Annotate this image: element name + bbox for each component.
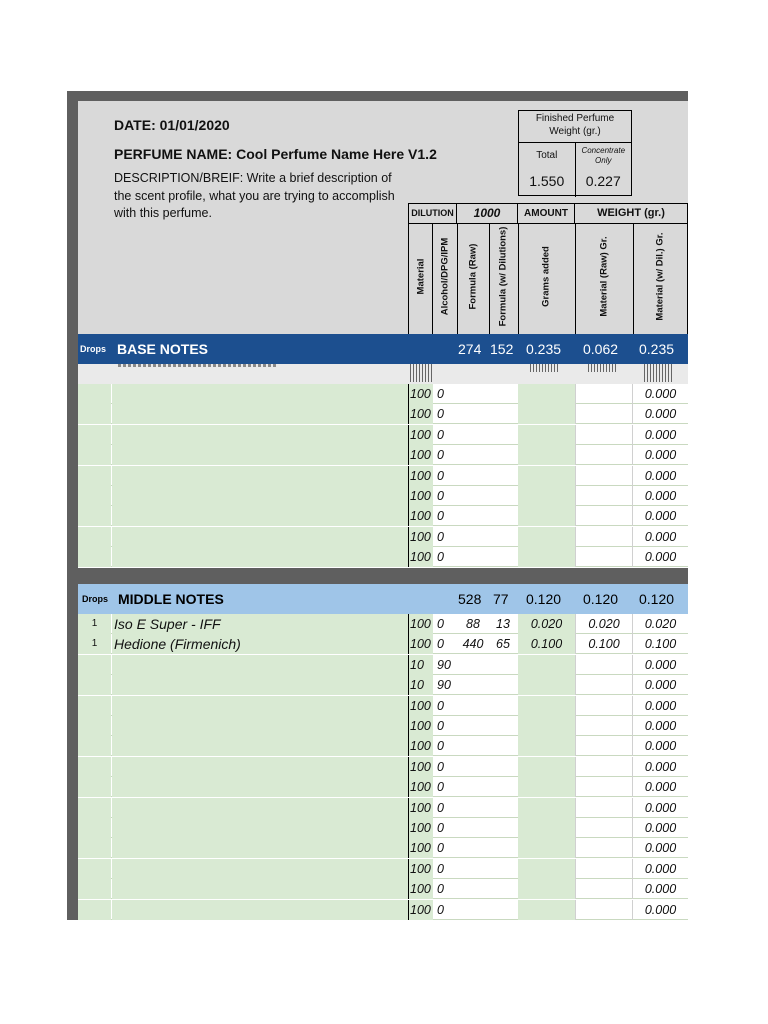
formula-dil-cell[interactable] (488, 736, 518, 756)
garbled-text (410, 364, 432, 382)
dilution-header: DILUTION (409, 204, 457, 223)
material-name-cell[interactable] (112, 506, 408, 526)
alcohol-cell[interactable]: 0 (437, 759, 444, 774)
alcohol-cell[interactable]: 0 (437, 468, 444, 483)
material-raw-gr-cell[interactable] (575, 466, 632, 486)
weight-header: WEIGHT (gr.) (597, 207, 665, 219)
material-raw-gr-cell[interactable] (575, 425, 632, 445)
material-name-cell[interactable] (112, 716, 408, 736)
material-name-cell[interactable] (112, 675, 408, 695)
sheet-top-border (67, 91, 688, 101)
formula-dil-cell[interactable] (488, 696, 518, 716)
formula-raw-cell[interactable] (458, 757, 488, 777)
material-dil-gr-cell[interactable]: 0.000 (632, 404, 688, 424)
table-row[interactable] (78, 879, 688, 899)
grams-added-cell[interactable] (518, 675, 575, 695)
material-raw-gr-cell[interactable] (575, 736, 632, 756)
alcohol-cell[interactable]: 0 (437, 448, 444, 463)
grams-added-cell[interactable] (518, 466, 575, 486)
material-raw-gr-cell[interactable] (575, 655, 632, 675)
material-dil-gr-cell[interactable]: 0.000 (632, 838, 688, 858)
table-row[interactable] (78, 634, 688, 654)
drops-cell[interactable]: 1 (78, 614, 111, 634)
dilution-cell[interactable]: 100 (408, 425, 433, 445)
formula-raw-cell[interactable] (458, 696, 488, 716)
garbled-text (118, 364, 278, 367)
collapsed-row-strip (78, 364, 688, 384)
material-raw-gr-cell[interactable] (575, 838, 632, 858)
formula-dil-cell[interactable] (488, 859, 518, 879)
garbled-text (644, 364, 674, 382)
material-dil-gr-cell[interactable]: 0.000 (632, 425, 688, 445)
dilution-cell[interactable]: 100 (408, 859, 433, 879)
material-dil-gr-cell[interactable]: 0.000 (632, 818, 688, 838)
material-dil-gr-cell[interactable]: 0.000 (632, 506, 688, 526)
finished-weight-title: Finished Perfume Weight (gr.) (519, 111, 631, 143)
base-total-raw-gr: 0.062 (583, 341, 619, 357)
drops-cell[interactable] (78, 384, 111, 404)
alcohol-cell[interactable]: 0 (437, 719, 444, 733)
material-name-cell[interactable] (112, 818, 408, 838)
material-name-cell[interactable] (112, 445, 408, 465)
drops-cell[interactable] (78, 736, 111, 756)
formula-dil-cell[interactable] (488, 879, 518, 899)
formula-raw-cell[interactable] (458, 798, 488, 818)
formula-raw-cell[interactable] (458, 716, 488, 736)
formula-raw-cell[interactable] (458, 818, 488, 838)
drops-cell[interactable] (78, 445, 111, 465)
alcohol-cell[interactable]: 90 (437, 657, 451, 672)
middle-notes-title: MIDDLE NOTES (118, 591, 224, 607)
material-dil-gr-cell[interactable]: 0.000 (632, 736, 688, 756)
drops-cell[interactable] (78, 859, 111, 879)
divider (489, 224, 490, 334)
formula-raw-cell[interactable] (458, 655, 488, 675)
material-raw-gr-cell[interactable] (575, 527, 632, 547)
description: DESCRIPTION/BREIF: Write a brief description of the scent profile, what you are trying to accomplish with this perfume. (114, 171, 395, 220)
drops-cell[interactable] (78, 716, 111, 736)
alcohol-cell[interactable]: 0 (437, 698, 444, 713)
material-name-cell[interactable] (112, 547, 408, 567)
material-dil-gr-cell[interactable]: 0.000 (632, 547, 688, 567)
formula-dil-cell[interactable]: 13 (496, 617, 510, 631)
table-row[interactable] (78, 757, 688, 777)
table-row[interactable] (78, 675, 688, 695)
drops-cell[interactable] (78, 547, 111, 567)
alcohol-cell[interactable]: 0 (437, 841, 444, 856)
formula-dil-header: Formula (w/ Dilutions) (497, 226, 509, 327)
dilution-cell[interactable]: 100 (408, 506, 433, 526)
perfume-name: PERFUME NAME: Cool Perfume Name Here V1.2 (114, 146, 437, 162)
formula-raw-cell[interactable] (458, 486, 488, 506)
table-row[interactable] (78, 486, 688, 506)
alcohol-cell[interactable]: 0 (437, 780, 444, 795)
middle-drops-label: Drops (82, 594, 109, 604)
drops-cell[interactable]: 1 (78, 634, 111, 654)
dilution-cell[interactable]: 100 (408, 404, 433, 424)
table-row[interactable] (78, 777, 688, 797)
formula-dil-cell[interactable]: 65 (496, 637, 510, 652)
base-total-formula-raw: 274 (458, 341, 482, 357)
total-label: Total (536, 150, 558, 161)
alcohol-cell[interactable]: 0 (437, 882, 444, 897)
formula-dil-cell[interactable] (488, 675, 518, 695)
formula-dil-cell[interactable] (488, 547, 518, 567)
grams-added-cell[interactable] (518, 818, 575, 838)
alcohol-cell[interactable]: 0 (437, 861, 444, 876)
material-name-cell[interactable] (112, 798, 408, 818)
grams-added-cell[interactable] (518, 757, 575, 777)
formula-dil-cell[interactable] (488, 900, 518, 920)
formula-raw-cell[interactable] (458, 547, 488, 567)
alcohol-cell[interactable]: 0 (437, 509, 444, 524)
table-row[interactable] (78, 506, 688, 526)
base-total-formula-dil: 152 (490, 341, 514, 357)
garbled-text (530, 364, 560, 372)
alcohol-cell[interactable]: 0 (437, 550, 444, 565)
formula-raw-cell[interactable] (458, 506, 488, 526)
total-value: 1.550 (529, 173, 565, 189)
base-notes-title: BASE NOTES (117, 341, 209, 357)
drops-cell[interactable] (78, 900, 111, 920)
dilution-cell[interactable]: 100 (408, 736, 433, 756)
material-name-cell[interactable]: Iso E Super - IFF (112, 614, 408, 634)
grams-added-cell[interactable] (518, 777, 575, 797)
formula-raw-cell[interactable] (458, 466, 488, 486)
alcohol-cell[interactable]: 0 (437, 407, 444, 422)
middle-total-formula-raw: 528 (458, 591, 482, 607)
formula-dil-cell[interactable] (488, 798, 518, 818)
table-row[interactable] (78, 736, 688, 756)
base-drops-label: Drops (80, 344, 107, 354)
alcohol-cell[interactable]: 90 (437, 678, 451, 693)
formula-dil-cell[interactable] (488, 466, 518, 486)
formula-raw-cell[interactable] (458, 900, 488, 920)
material-dil-gr-cell[interactable]: 0.000 (632, 466, 688, 486)
garbled-text (588, 364, 618, 372)
section-separator (67, 568, 688, 584)
alcohol-cell[interactable]: 0 (437, 821, 444, 835)
amount-header: AMOUNT (518, 204, 575, 223)
formula-dil-cell[interactable] (488, 716, 518, 736)
material-name-cell[interactable] (112, 425, 408, 445)
table-row[interactable] (78, 527, 688, 547)
dilution-cell[interactable]: 100 (408, 634, 433, 654)
grams-added-cell[interactable] (518, 384, 575, 404)
material-name-cell[interactable] (112, 757, 408, 777)
grams-added-cell[interactable]: 0.020 (518, 614, 575, 634)
drops-cell[interactable] (78, 757, 111, 777)
table-row[interactable] (78, 614, 688, 634)
base-total-dil-gr: 0.235 (639, 341, 675, 357)
table-row[interactable] (78, 404, 688, 424)
drops-cell[interactable] (78, 466, 111, 486)
formula-dil-cell[interactable] (488, 486, 518, 506)
material-raw-gr-cell[interactable] (575, 404, 632, 424)
dilution-cell[interactable]: 100 (408, 818, 433, 838)
material-dil-gr-cell[interactable]: 0.000 (632, 798, 688, 818)
base-notes-bar (78, 334, 688, 364)
material-raw-gr-cell[interactable] (575, 506, 632, 526)
formula-raw-cell[interactable]: 88 (466, 617, 480, 631)
concentrate-value: 0.227 (585, 173, 621, 189)
grams-added-cell[interactable] (518, 798, 575, 818)
formula-dil-cell[interactable] (488, 527, 518, 547)
alcohol-cell[interactable]: 0 (437, 800, 444, 815)
alcohol-cell[interactable]: 0 (437, 489, 444, 503)
dilution-cell[interactable]: 100 (408, 716, 433, 736)
table-row[interactable] (78, 425, 688, 445)
material-header: Material (415, 258, 427, 295)
material-dil-gr-cell[interactable]: 0.100 (632, 634, 688, 654)
dilution-cell[interactable]: 100 (408, 879, 433, 899)
material-raw-gr-cell[interactable] (575, 696, 632, 716)
table-row[interactable] (78, 900, 688, 920)
material-name-cell[interactable] (112, 384, 408, 404)
alcohol-cell[interactable]: 0 (437, 739, 444, 754)
dilution-cell[interactable]: 100 (408, 900, 433, 920)
formula-raw-cell[interactable] (458, 425, 488, 445)
alcohol-cell[interactable]: 0 (437, 617, 444, 631)
dilution-cell[interactable]: 100 (408, 838, 433, 858)
material-raw-gr-cell[interactable] (575, 757, 632, 777)
formula-dil-cell[interactable] (488, 404, 518, 424)
middle-total-dil-gr: 0.120 (639, 591, 675, 607)
formula-raw-cell[interactable] (458, 879, 488, 899)
dilution-cell[interactable]: 10 (408, 655, 433, 675)
drops-cell[interactable] (78, 404, 111, 424)
table-row[interactable] (78, 838, 688, 858)
material-raw-gr-cell[interactable] (575, 859, 632, 879)
drops-cell[interactable] (78, 818, 111, 838)
material-raw-gr-cell[interactable] (575, 716, 632, 736)
table-row[interactable] (78, 384, 688, 404)
grams-added-cell[interactable] (518, 506, 575, 526)
formula-raw-header: Formula (Raw) (467, 243, 479, 310)
material-dil-gr-cell[interactable]: 0.020 (632, 614, 688, 634)
grams-added-header: Grams added (540, 246, 552, 307)
grams-added-cell[interactable] (518, 696, 575, 716)
drops-cell[interactable] (78, 655, 111, 675)
formula-dil-cell[interactable] (488, 757, 518, 777)
material-name-cell[interactable] (112, 527, 408, 547)
total-column (519, 143, 576, 197)
middle-total-raw-gr: 0.120 (583, 591, 619, 607)
drops-cell[interactable] (78, 696, 111, 716)
base-total-grams: 0.235 (526, 341, 562, 357)
drops-cell[interactable] (78, 486, 111, 506)
table-row[interactable] (78, 655, 688, 675)
drops-cell[interactable] (78, 838, 111, 858)
vertical-headers (408, 224, 688, 334)
material-name-cell[interactable] (112, 486, 408, 506)
grams-added-cell[interactable]: 0.100 (518, 634, 575, 654)
material-dil-gr-cell[interactable]: 0.000 (632, 716, 688, 736)
material-dil-gr-cell[interactable]: 0.000 (632, 527, 688, 547)
formula-dil-cell[interactable] (488, 818, 518, 838)
grams-added-cell[interactable] (518, 425, 575, 445)
grams-added-cell[interactable] (518, 445, 575, 465)
middle-notes-bar (78, 584, 688, 614)
material-dil-gr-cell[interactable]: 0.000 (632, 900, 688, 920)
alcohol-cell[interactable]: 0 (437, 529, 444, 544)
drops-cell[interactable] (78, 777, 111, 797)
dilution-cell[interactable]: 100 (408, 547, 433, 567)
table-row[interactable] (78, 798, 688, 818)
material-dil-gr-cell[interactable]: 0.000 (632, 445, 688, 465)
table-row[interactable] (78, 466, 688, 486)
dilution-cell[interactable]: 10 (408, 675, 433, 695)
divider (575, 224, 576, 334)
alcohol-cell[interactable]: 0 (437, 637, 444, 652)
middle-total-formula-dil: 77 (493, 591, 509, 607)
divider (432, 224, 433, 334)
material-raw-gr-cell[interactable] (575, 547, 632, 567)
divider (518, 224, 519, 334)
material-raw-gr-cell[interactable]: 0.020 (575, 614, 632, 634)
material-dil-gr-cell[interactable]: 0.000 (632, 384, 688, 404)
formula-raw-cell[interactable] (458, 859, 488, 879)
table-row[interactable] (78, 445, 688, 465)
grams-added-cell[interactable] (518, 404, 575, 424)
formula-raw-cell[interactable] (458, 404, 488, 424)
drops-cell[interactable] (78, 675, 111, 695)
material-dil-gr-header: Material (w/ Dil.) Gr. (654, 232, 666, 321)
formula-raw-cell[interactable] (458, 675, 488, 695)
material-raw-gr-header: Material (Raw) Gr. (598, 236, 610, 317)
alcohol-header: Alcohol/DPG/IPM (439, 237, 451, 316)
alcohol-cell[interactable]: 0 (437, 427, 444, 442)
formula-raw-cell[interactable] (458, 527, 488, 547)
material-raw-gr-cell[interactable] (575, 486, 632, 506)
material-name-cell[interactable] (112, 777, 408, 797)
material-dil-gr-cell[interactable]: 0.000 (632, 696, 688, 716)
material-dil-gr-cell[interactable]: 0.000 (632, 655, 688, 675)
material-name-cell[interactable] (112, 900, 408, 920)
table-row[interactable] (78, 859, 688, 879)
divider (633, 224, 634, 334)
dilution-cell[interactable]: 100 (408, 486, 433, 506)
grams-added-cell[interactable] (518, 736, 575, 756)
grams-added-cell[interactable] (518, 486, 575, 506)
concentrate-column (576, 143, 632, 197)
material-dil-gr-cell[interactable]: 0.000 (632, 675, 688, 695)
material-raw-gr-cell[interactable] (575, 675, 632, 695)
grams-added-cell[interactable] (518, 527, 575, 547)
grams-added-cell[interactable] (518, 879, 575, 899)
finished-weight-box (518, 110, 632, 196)
dilution-cell[interactable]: 100 (408, 777, 433, 797)
material-name-cell[interactable] (112, 404, 408, 424)
formula-raw-cell[interactable]: 440 (462, 637, 484, 652)
dilution-cell[interactable]: 100 (408, 445, 433, 465)
grams-added-cell[interactable] (518, 900, 575, 920)
formula-raw-cell[interactable] (458, 384, 488, 404)
material-dil-gr-cell[interactable]: 0.000 (632, 486, 688, 506)
material-name-cell[interactable] (112, 838, 408, 858)
material-dil-gr-cell[interactable]: 0.000 (632, 879, 688, 899)
material-raw-gr-cell[interactable]: 0.100 (575, 634, 632, 654)
material-name-cell[interactable] (112, 655, 408, 675)
material-name-cell[interactable] (112, 696, 408, 716)
material-dil-gr-cell[interactable]: 0.000 (632, 757, 688, 777)
material-name-cell[interactable] (112, 736, 408, 756)
table-row[interactable] (78, 716, 688, 736)
dilution-cell[interactable]: 100 (408, 757, 433, 777)
formula-dil-cell[interactable] (488, 506, 518, 526)
formula-dil-cell[interactable] (488, 777, 518, 797)
material-raw-gr-cell[interactable] (575, 777, 632, 797)
grams-added-cell[interactable] (518, 838, 575, 858)
formula-raw-cell[interactable] (458, 445, 488, 465)
material-raw-gr-cell[interactable] (575, 818, 632, 838)
dilution-cell[interactable]: 100 (408, 696, 433, 716)
material-name-cell[interactable] (112, 879, 408, 899)
grams-added-cell[interactable] (518, 859, 575, 879)
drops-cell[interactable] (78, 879, 111, 899)
grams-added-cell[interactable] (518, 655, 575, 675)
table-row[interactable] (78, 696, 688, 716)
formula-raw-cell[interactable] (458, 736, 488, 756)
drops-cell[interactable] (78, 527, 111, 547)
drops-cell[interactable] (78, 798, 111, 818)
drops-cell[interactable] (78, 506, 111, 526)
dilution-cell[interactable]: 100 (408, 384, 433, 404)
material-name-cell[interactable]: Hedione (Firmenich) (112, 634, 408, 654)
material-dil-gr-cell[interactable]: 0.000 (632, 859, 688, 879)
grams-added-cell[interactable] (518, 716, 575, 736)
formula-dil-cell[interactable] (488, 384, 518, 404)
dilution-cell[interactable]: 100 (408, 527, 433, 547)
sheet-left-border (67, 91, 78, 920)
drops-cell[interactable] (78, 425, 111, 445)
material-name-cell[interactable] (112, 859, 408, 879)
material-raw-gr-cell[interactable] (575, 798, 632, 818)
formula-dil-cell[interactable] (488, 838, 518, 858)
dilution-cell[interactable]: 100 (408, 466, 433, 486)
alcohol-cell[interactable]: 0 (437, 387, 444, 401)
date-label: DATE: 01/01/2020 (114, 117, 230, 133)
grams-added-cell[interactable] (518, 547, 575, 567)
dilution-value: 1000 (457, 204, 518, 223)
formula-dil-cell[interactable] (488, 655, 518, 675)
material-raw-gr-cell[interactable] (575, 900, 632, 920)
divider (457, 224, 458, 334)
alcohol-cell[interactable]: 0 (437, 902, 444, 917)
material-raw-gr-cell[interactable] (575, 445, 632, 465)
table-row[interactable] (78, 547, 688, 567)
material-raw-gr-cell[interactable] (575, 384, 632, 404)
dilution-cell[interactable]: 100 (408, 614, 433, 634)
formula-raw-cell[interactable] (458, 777, 488, 797)
table-row[interactable] (78, 818, 688, 838)
dilution-cell[interactable]: 100 (408, 798, 433, 818)
material-name-cell[interactable] (112, 466, 408, 486)
material-raw-gr-cell[interactable] (575, 879, 632, 899)
formula-raw-cell[interactable] (458, 838, 488, 858)
formula-dil-cell[interactable] (488, 445, 518, 465)
formula-dil-cell[interactable] (488, 425, 518, 445)
material-dil-gr-cell[interactable]: 0.000 (632, 777, 688, 797)
middle-total-grams: 0.120 (526, 591, 562, 607)
concentrate-label: Concentrate Only (581, 146, 626, 165)
